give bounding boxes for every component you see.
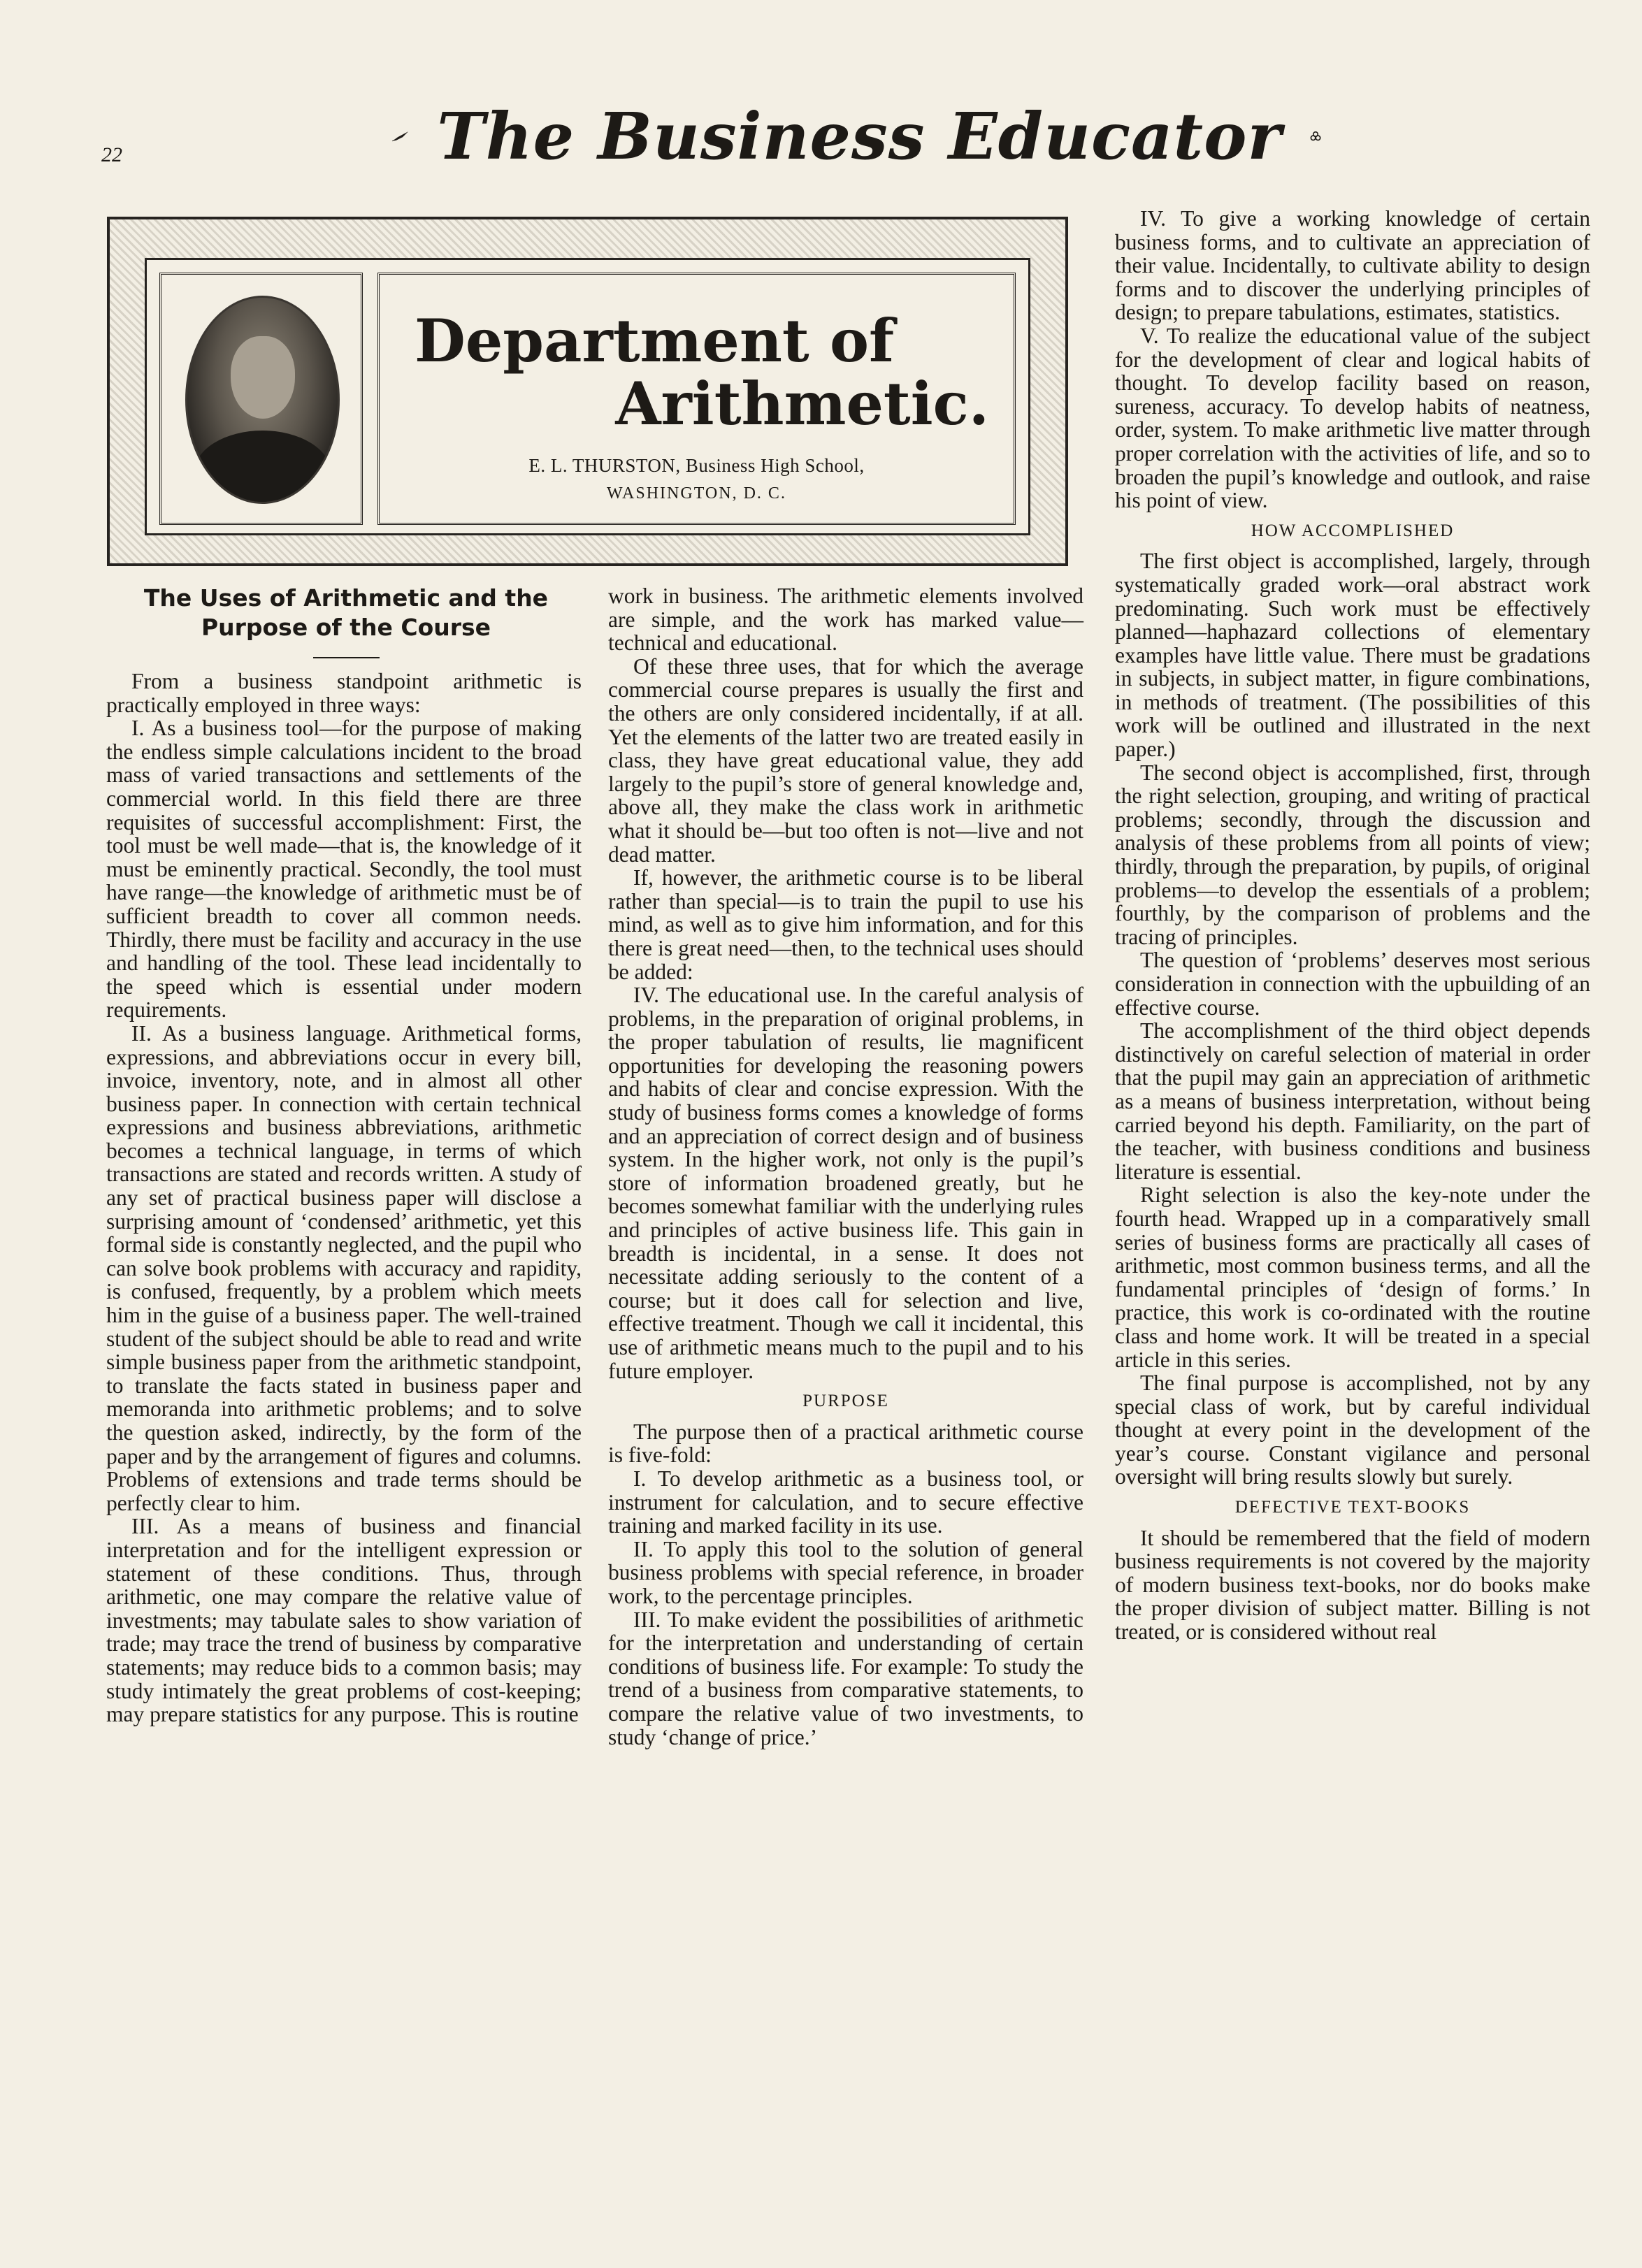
paragraph: The first object is accomplished, largely, through systematically graded work—oral abstract work predominating. Such work must be effectively planned—haphazard collections of elementary examples have little value. There must be gradations in subjects, in subject matter, in figure combinations, in methods of treatment. (The possibilities of this work will be outlined and illustrated in the next paper.) xyxy=(1115,549,1590,762)
paragraph: IV. The educational use. In the careful analysis of problems, in the preparation of original problems, in the proper tabulation of results, lie magnificent opportunities for developing the reasoning powers and habits of clear and concise expression. With the study of business forms comes a knowledge of forms and an appreciation of correct design and of business system. In the higher work, not only is the pupil’s store of information broadened greatly, but he becomes somewhat familiar with the underlying rules and principles of active business life. This gain in breadth is incidental, in a sense. It does not necessitate adding seriously to the content of a course; but it does call for selection and live, effective treatment. Though we call it incidental, this use of arithmetic means much to the pupil and to his future employer. xyxy=(608,983,1083,1383)
department-author: E. L. THURSTON, Business High School, xyxy=(528,455,865,476)
column-1 xyxy=(106,670,582,1726)
portrait-body xyxy=(194,431,331,504)
column-2 xyxy=(608,584,1083,1749)
department-title-line2: Arithmetic. xyxy=(615,369,989,438)
paragraph: The accomplishment of the third object depends distinctively on careful selection of material in order that the pupil may gain an appreciation of arithmetic as a means of business interpretation, without being carried beyond his depth. Familiarity, on the part of the teacher, with business conditions and business literature is essential. xyxy=(1115,1018,1590,1184)
paragraph: Right selection is also the key-note under the fourth head. Wrapped up in a comparatively small series of business forms are practically all cases of arithmetic, most common business terms, and all the fundamental principles of ‘design of forms.’ In practice, this work is co-ordinated with the routine class and home work. It will be treated in a special article in this series. xyxy=(1115,1183,1590,1372)
paragraph: From a business standpoint arithmetic is practically employed in three ways: xyxy=(106,669,582,717)
department-location: WASHINGTON, D. C. xyxy=(607,484,786,503)
masthead xyxy=(391,98,1321,175)
subheading-how-accomplished: HOW ACCOMPLISHED xyxy=(1251,521,1455,540)
subheading-defective-text-books: DEFECTIVE TEXT-BOOKS xyxy=(1234,1498,1471,1517)
department-title-line1: Department of xyxy=(415,306,895,375)
title-frame xyxy=(377,273,1016,525)
article-heading xyxy=(105,584,587,642)
department-header xyxy=(107,217,1068,566)
portrait-frame xyxy=(159,273,363,525)
paragraph: The second object is accomplished, first, through the right selection, grouping, and writing of practical problems; secondly, through the discussion and analysis of these problems from all points of view; thirdly, through the preparation, by pupils, of original problems—to develop the essentials of a problem; fourthly, by the comparison of problems and the tracing of principles. xyxy=(1115,760,1590,949)
paragraph: I. To develop arithmetic as a business tool, or instrument for calculation, and to secure effective training and marked facility in its use. xyxy=(608,1466,1083,1538)
paragraph: II. As a business language. Arithmetical forms, expressions, and abbreviations occur in every bill, invoice, inventory, note, and in almost all other business paper. In connection with certain technical expressions and business abbreviations, arithmetic becomes a technical language, in terms of which transactions are stated and records written. A study of any set of practical business paper will disclose a surprising amount of ‘condensed’ arithmetic, yet this formal side is constantly neglected, and the pupil who can solve book problems with accuracy and rapidity, is confused, frequently, by a problem which meets him in the guise of a business paper. The well-trained student of the subject should be able to read and write simple business paper from the arithmetic standpoint, to translate the facts stated in business paper and memoranda into arithmetic problems; and to solve the question asked, indirectly, by the form of the paper and by the arrangement of figures and columns. Problems of extensions and trade terms should be perfectly clear to him. xyxy=(106,1020,582,1515)
paragraph: II. To apply this tool to the solution of general business problems with special reference, in broader work, to the percentage principles. xyxy=(608,1536,1083,1608)
masthead-title: The Business Educator xyxy=(437,99,1282,174)
department-frame xyxy=(145,258,1030,535)
paragraph: The question of ‘problems’ deserves most serious consideration in connection with the upbuilding of an effective course. xyxy=(1115,948,1590,1020)
portrait-face xyxy=(231,336,295,419)
article-heading-line1: The Uses of Arithmetic and the xyxy=(143,584,549,612)
paragraph: III. As a means of business and financial interpretation and for the intelligent expression or statement of these conditions. Thus, through arithmetic, one may compare the relative value of investments; may tabulate sales to show variation of trade; may trace the trend of business by comparative statements; may reduce bids to a common basis; may study intimately the great problems of cost-keeping; may prepare statistics for any purpose. This is routine xyxy=(106,1514,582,1727)
column-3 xyxy=(1115,207,1590,1644)
paragraph: IV. To give a working knowledge of certain business forms, and to cultivate an appreciation of their value. Incidentally, to cultivate ability to design forms and to discover the underlying principles of design; to prepare tabulations, estimates, statistics. xyxy=(1115,206,1590,325)
paragraph: The final purpose is accomplished, not by any special class of work, but by careful individual thought at every point in the development of the year’s course. Constant vigilance and personal oversight will bring results slowly but surely. xyxy=(1115,1371,1590,1489)
paragraph: The purpose then of a practical arithmetic course is five-fold: xyxy=(608,1419,1083,1468)
paragraph: V. To realize the educational value of the subject for the development of clear and logical habits of thought. To develop facility based on reason, sureness, accuracy. To develop habits of neatness, order, system. To make arithmetic live matter through proper correlation with the activities of life, and so to broaden the pupil’s knowledge and outlook, and raise his point of view. xyxy=(1115,323,1590,513)
subheading-purpose: PURPOSE xyxy=(802,1392,889,1411)
paragraph: If, however, the arithmetic course is to be liberal rather than special—is to train the pupil to use his mind, as well as to give him information, and for this there is great need—then, to the technical uses should be added: xyxy=(608,865,1083,984)
article-heading-line2: Purpose of the Course xyxy=(201,614,491,641)
paragraph: I. As a business tool—for the purpose of making the endless simple calculations incident to the broad mass of varied transactions and settlements of the commercial world. In this field there are three requisites of successful accomplishment: First, the tool must be well made—that is, the knowledge of it must be eminently practical. Secondly, the tool must have range—the knowledge of arithmetic must be of sufficient breadth to cover all common needs. Thirdly, there must be facility and accuracy in the use and handling of the tool. These lead incidentally to the speed which is essential under modern requirements. xyxy=(106,716,582,1023)
paragraph: work in business. The arithmetic elements involved are simple, and the work has marked value—technical and educational. xyxy=(608,584,1083,656)
quill-icon xyxy=(391,112,409,161)
author-portrait xyxy=(185,296,340,504)
paragraph: III. To make evident the possibilities of arithmetic for the interpretation and understanding of certain conditions of business life. For example: To study the trend of a business from comparative statements, to compare the relative value of two investments, to study ‘change of price.’ xyxy=(608,1607,1083,1749)
paragraph: Of these three uses, that for which the average commercial course prepares is usually the first and the others are only considered incidentally, if at all. Yet the elements of the latter two are treated easily in class, they have great educational value, they add largely to the pupil’s store of general knowledge and, above all, they make the class work in arithmetic what it should be—but too often is not—live and not dead matter. xyxy=(608,653,1083,867)
page-number: 22 xyxy=(101,143,122,166)
heading-rule xyxy=(313,657,380,658)
paragraph: It should be remembered that the field of modern business requirements is not covered by the majority of modern business text-books, nor do books make the proper division of subject matter. Billing is not treated, or is considered without real xyxy=(1115,1525,1590,1645)
ornament-icon xyxy=(1310,112,1321,161)
